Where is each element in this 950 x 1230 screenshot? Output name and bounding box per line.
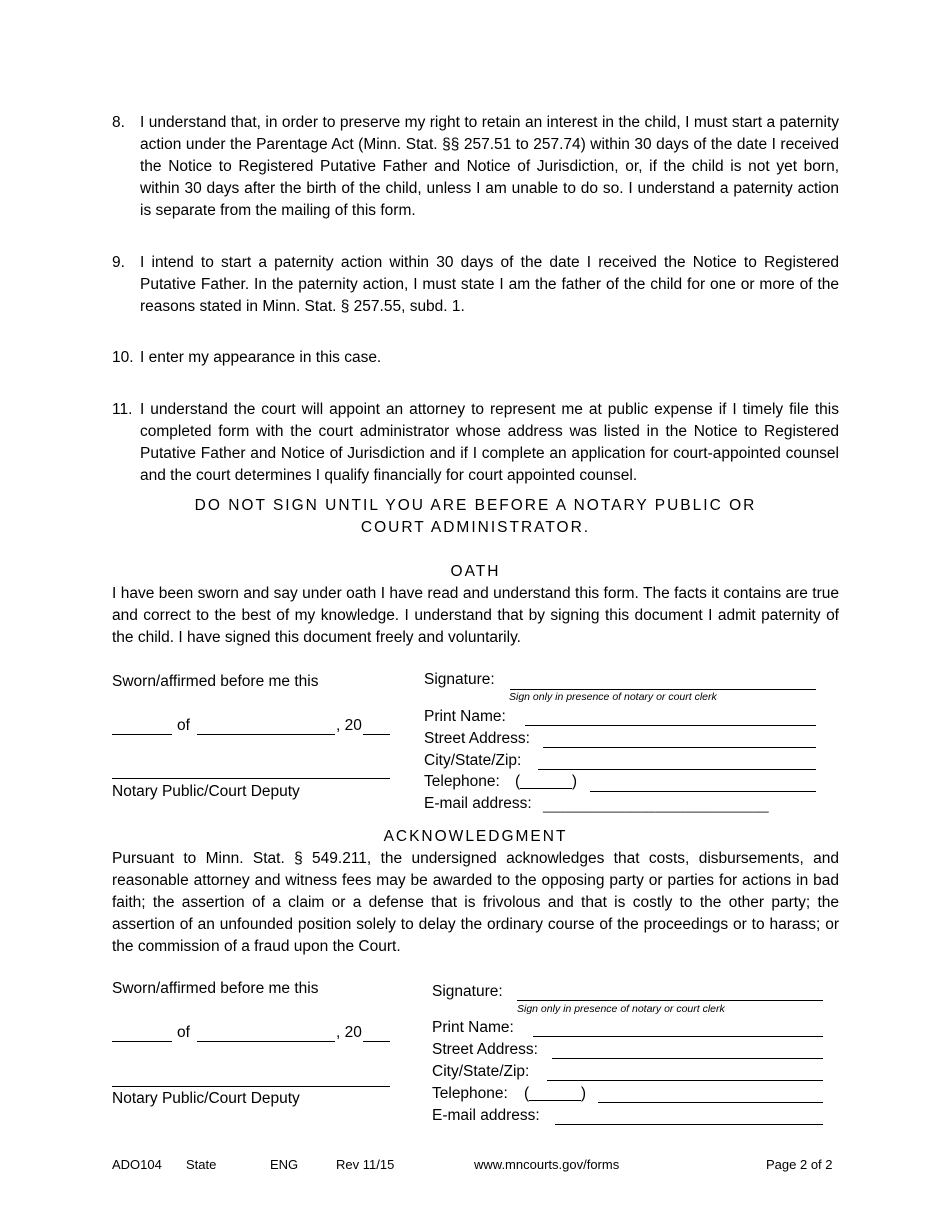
signature-field[interactable] [510, 689, 816, 690]
signature-hint: Sign only in presence of notary or court clerk [509, 691, 717, 703]
month-field[interactable] [197, 1041, 335, 1042]
street-field[interactable] [552, 1058, 823, 1059]
footer-state: State [186, 1157, 217, 1172]
year-field[interactable] [363, 1041, 390, 1042]
oath-text: I have been sworn and say under oath I have read and understand this form. The facts it contains are true and correct to the best of my knowledge. I understand that by signing this document I admit paternity of the child. I have signed this document freely and voluntarily. [112, 585, 839, 646]
of-label: of [177, 1024, 190, 1041]
signature-field[interactable] [517, 1000, 823, 1001]
year-field[interactable] [363, 734, 390, 735]
city-field[interactable] [538, 769, 816, 770]
item-text: I enter my appearance in this case. [140, 349, 382, 366]
item-11 [112, 399, 839, 487]
form-number: ADO104 [112, 1157, 162, 1172]
email-field[interactable]: ______________________________ [543, 798, 769, 813]
sworn-label: Sworn/affirmed before me this [112, 673, 319, 690]
day-field[interactable] [112, 734, 172, 735]
print-name-field[interactable] [533, 1036, 823, 1037]
item-8 [112, 112, 839, 222]
street-label: Street Address: [424, 730, 530, 747]
notary-label: Notary Public/Court Deputy [112, 1090, 300, 1107]
print-name-field[interactable] [525, 725, 816, 726]
page-number: Page 2 of 2 [766, 1157, 833, 1172]
year-label: , 20 [336, 717, 362, 734]
area-code-field[interactable]: (______) [515, 773, 578, 790]
area-code-field[interactable]: (______) [524, 1085, 587, 1102]
sworn-label: Sworn/affirmed before me this [112, 980, 319, 997]
footer-url[interactable]: www.mncourts.gov/forms [474, 1157, 620, 1172]
item-number: 11. [112, 401, 133, 418]
footer-language: ENG [270, 1157, 299, 1172]
signature-label: Signature: [424, 671, 495, 688]
day-field[interactable] [112, 1041, 172, 1042]
year-label: , 20 [336, 1024, 362, 1041]
item-text: I understand the court will appoint an attorney to represent me at public expense if I timely file this completed form with the court administrator whose address was listed in the Notice to Registered Putative Father and Notice of Jurisdiction and if I complete an application for court-appointed counsel and the court determines I qualify financially for court appointed counsel. [140, 401, 839, 484]
notary-label: Notary Public/Court Deputy [112, 783, 300, 800]
item-number: 10. [112, 349, 134, 366]
email-label: E-mail address: [432, 1107, 540, 1124]
print-name-label: Print Name: [424, 708, 506, 725]
warning-line-1: DO NOT SIGN UNTIL YOU ARE BEFORE A NOTARY PUBLIC OR [194, 497, 757, 514]
item-number: 8. [112, 114, 125, 131]
acknowledgment-text: Pursuant to Minn. Stat. § 549.211, the undersigned acknowledges that costs, disbursements, and reasonable attorney and witness fees may be awarded to the opposing party or parties for actions in bad faith; the assertion of a claim or a defense that is frivolous and that is costly to the other party; the assertion of an unfounded position solely to delay the ordinary course of the proceedings or to harass; or the commission of a fraud upon the Court. [112, 850, 839, 955]
notary-signature-field[interactable] [112, 778, 390, 779]
city-label: City/State/Zip: [432, 1063, 530, 1080]
street-label: Street Address: [432, 1041, 538, 1058]
notary-signature-field[interactable] [112, 1086, 390, 1087]
month-field[interactable] [197, 734, 335, 735]
warning-line-2: COURT ADMINISTRATOR. [360, 519, 591, 536]
oath-heading: OATH [450, 563, 501, 580]
telephone-label: Telephone: [432, 1085, 508, 1102]
city-field[interactable] [547, 1080, 823, 1081]
acknowledgment-heading: ACKNOWLEDGMENT [383, 828, 568, 845]
telephone-field[interactable] [598, 1102, 823, 1103]
item-text: I intend to start a paternity action within 30 days of the date I received the Notice to Registered Putative Father. In the paternity action, I must state I am the father of the child for one or more of the reasons stated in Minn. Stat. § 257.55, subd. 1. [140, 254, 839, 315]
item-9 [112, 252, 839, 318]
city-label: City/State/Zip: [424, 752, 522, 769]
email-field[interactable] [555, 1124, 823, 1125]
signature-hint: Sign only in presence of notary or court clerk [517, 1003, 725, 1015]
item-number: 9. [112, 254, 125, 271]
email-label: E-mail address: [424, 795, 532, 812]
of-label: of [177, 717, 190, 734]
telephone-label: Telephone: [424, 773, 500, 790]
item-10 [112, 347, 839, 369]
telephone-field[interactable] [590, 791, 816, 792]
signature-label: Signature: [432, 983, 503, 1000]
item-text: I understand that, in order to preserve my right to retain an interest in the child, I must start a paternity action under the Parentage Act (Minn. Stat. §§ 257.51 to 257.74) within 30 days of the date I received the Notice to Registered Putative Father and Notice of Jurisdiction, or, if the child is not yet born, within 30 days after the birth of the child, unless I am unable to do so. I understand a paternity action is separate from the mailing of this form. [140, 114, 839, 219]
print-name-label: Print Name: [432, 1019, 514, 1036]
street-field[interactable] [543, 747, 816, 748]
footer-revision: Rev 11/15 [336, 1157, 395, 1172]
